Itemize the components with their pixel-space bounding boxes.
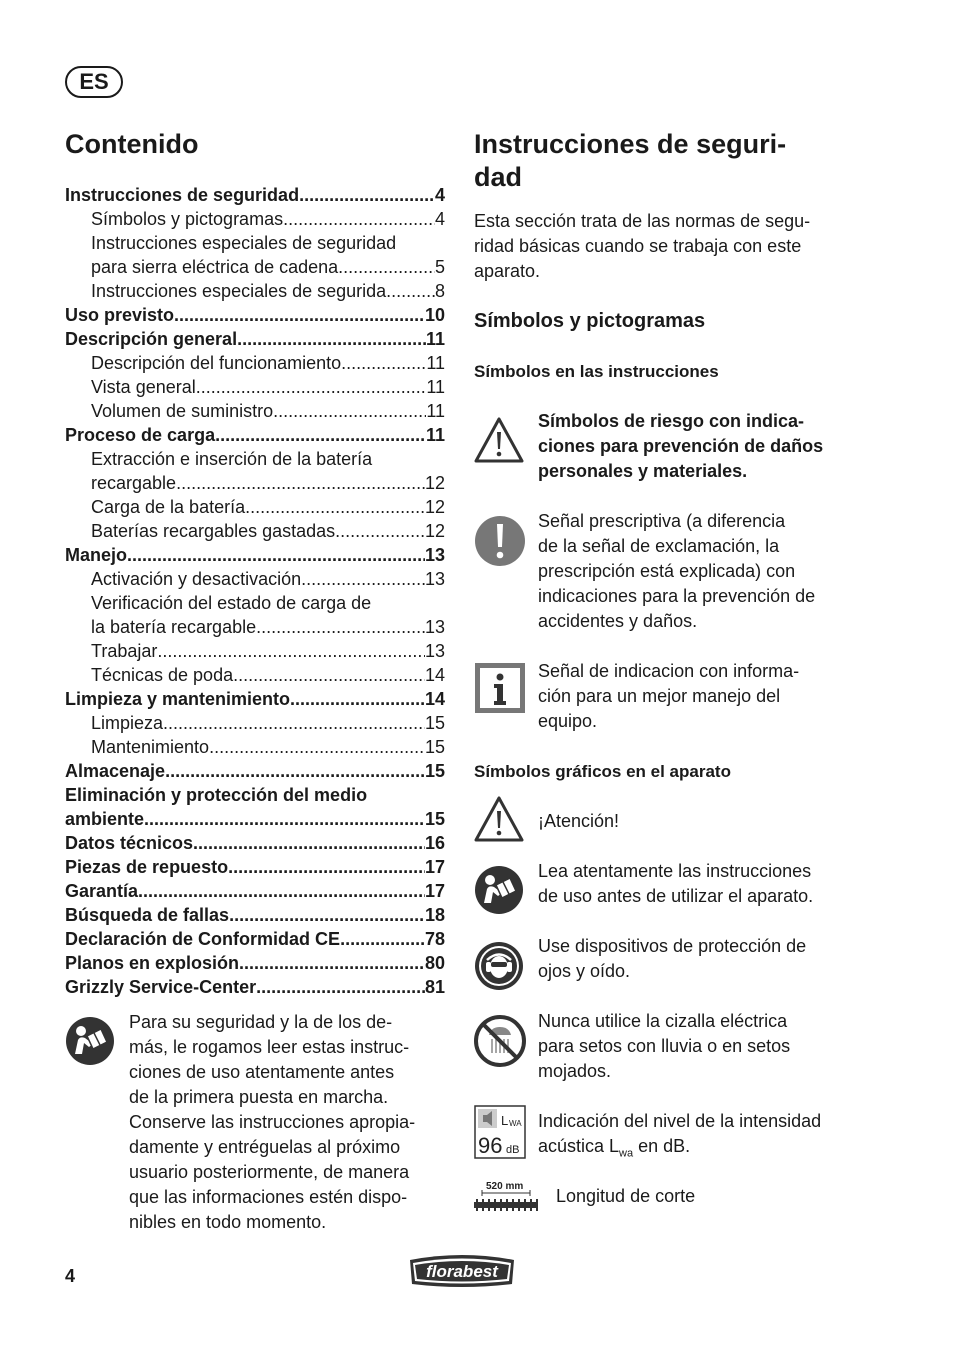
symbol-sound-power-text (538, 1109, 868, 1167)
toc-entry (65, 735, 445, 759)
toc-entry-page: 10 (424, 305, 445, 325)
toc-entry-page: 13 (424, 569, 445, 589)
toc-entry (65, 351, 445, 375)
toc-entry-page: 81 (424, 977, 445, 997)
toc-entry-title: Baterías recargables gastadas (91, 521, 336, 541)
cutting-length-label: 520 mm (486, 1181, 524, 1192)
toc-entry-page: 15 (424, 761, 445, 781)
toc-entry (65, 207, 445, 231)
attention-triangle-icon (474, 796, 524, 847)
toc-entry-page: 12 (424, 473, 445, 493)
toc-entry (65, 855, 445, 879)
toc-entry-page: 4 (434, 209, 445, 229)
sound-unit: dB (506, 1144, 520, 1156)
read-manual-icon (474, 865, 524, 920)
warning-triangle-icon (474, 417, 524, 468)
toc-entry-title: Limpieza y mantenimiento (65, 689, 291, 709)
toc-entry (65, 759, 445, 783)
toc-entry (65, 255, 445, 279)
toc-entry-page: 13 (424, 641, 445, 661)
toc-entry-page: 13 (424, 617, 445, 637)
language-badge: ES (65, 66, 123, 98)
toc-dot-leader (229, 903, 425, 927)
sound-text-sub: wa (619, 1147, 634, 1160)
toc-entry (65, 399, 445, 423)
toc-entry-title: Almacenaje (65, 761, 166, 781)
symbol-read-manual-text: Lea atentamente las instrucciones de uso antes de utilizar el aparato. (538, 861, 814, 906)
sound-power-icon (474, 1105, 526, 1164)
toc-entry (65, 231, 445, 255)
toc-entry-page: 11 (425, 425, 445, 445)
toc-dot-leader (283, 207, 435, 231)
toc-entry-page: 11 (426, 401, 445, 421)
toc-entry-title: Grizzly Service-Center (65, 977, 257, 997)
toc-entry-page: 16 (424, 833, 445, 853)
toc-dot-leader (174, 303, 425, 327)
safety-title: Instrucciones de seguri- dad (474, 129, 787, 192)
toc-entry-title: Declaración de Conformidad CE (65, 929, 341, 949)
page-number: 4 (65, 1266, 76, 1286)
symbol-no-rain-text: Nunca utilice la cizalla eléctrica para setos con lluvia o en setos mojados. (538, 1011, 791, 1081)
sound-text-line2: acústica L (538, 1136, 620, 1156)
toc-entry-page: 11 (425, 329, 445, 349)
toc-dot-leader (127, 543, 425, 567)
symbol-attention-text: ¡Atención! (538, 811, 620, 831)
toc-entry-page: 11 (426, 353, 445, 373)
toc-entry-title: Limpieza (91, 713, 164, 733)
toc-entry (65, 279, 445, 303)
toc-dot-leader (165, 759, 425, 783)
toc-entry (65, 471, 445, 495)
toc-entry-page: 14 (424, 689, 445, 709)
toc-entry-title: Volumen de suministro (91, 401, 274, 421)
symbol-risk-text: Símbolos de riesgo con indica- ciones para prevención de daños personales y materiales. (538, 411, 824, 481)
toc-entry-title: Vista general (91, 377, 196, 397)
toc-dot-leader (290, 687, 425, 711)
toc-dot-leader (301, 567, 425, 591)
toc-entry-page: 15 (424, 713, 445, 733)
toc-entry-title: Activación y desactivación (91, 569, 302, 589)
toc-title: Contenido (65, 129, 199, 159)
toc-entry (65, 519, 445, 543)
toc-entry-page: 12 (424, 497, 445, 517)
toc-entry-title: Símbolos y pictogramas (91, 209, 284, 229)
toc-entry-title: Verificación del estado de carga de (91, 593, 372, 613)
info-sign-icon (474, 662, 526, 719)
toc-entry (65, 903, 445, 927)
read-manual-icon (65, 1016, 115, 1071)
toc-entry-title: Piezas de repuesto (65, 857, 229, 877)
sound-lwa-label: L (501, 1113, 509, 1128)
toc-entry-page: 11 (426, 377, 445, 397)
toc-entry (65, 879, 445, 903)
toc-dot-leader (239, 951, 425, 975)
toc-entry-title: Manejo (65, 545, 128, 565)
toc-dot-leader (386, 279, 435, 303)
symbols-heading: Símbolos y pictogramas (474, 310, 706, 332)
toc-entry-page: 8 (434, 281, 445, 301)
toc-entry (65, 495, 445, 519)
toc-entry-page: 15 (424, 809, 445, 829)
toc-entry-page: 5 (434, 257, 445, 277)
brand-text: florabest (426, 1262, 498, 1281)
toc-entry (65, 543, 445, 567)
toc-dot-leader (144, 807, 425, 831)
safety-intro: Esta sección trata de las normas de segu- ridad básicas cuando se trabaja con este aparato. (474, 211, 811, 281)
toc-entry (65, 663, 445, 687)
toc-entry (65, 327, 445, 351)
toc-entry-page: 18 (424, 905, 445, 925)
toc-dot-leader (157, 639, 425, 663)
toc-entry (65, 567, 445, 591)
toc-entry (65, 183, 445, 207)
toc-entry (65, 711, 445, 735)
toc-entry-title: Planos en explosión (65, 953, 240, 973)
toc-entry-title: para sierra eléctrica de cadena (91, 257, 339, 277)
cutting-length-icon (474, 1180, 540, 1225)
toc-dot-leader (340, 927, 425, 951)
toc-entry (65, 423, 445, 447)
eye-ear-protection-icon (474, 941, 524, 996)
toc-entry-page: 12 (424, 521, 445, 541)
sound-lwa-sub: WA (509, 1119, 522, 1128)
toc-dot-leader (335, 519, 425, 543)
toc-entry-title: Instrucciones especiales de segurida (91, 281, 387, 301)
toc-entry-title: recargable (91, 473, 177, 493)
toc-entry-title: Instrucciones de seguridad (65, 185, 300, 205)
sound-text-line2-end: en dB. (633, 1136, 691, 1156)
toc-entry (65, 375, 445, 399)
toc-dot-leader (196, 375, 427, 399)
instructions-symbols-heading: Símbolos en las instrucciones (474, 362, 719, 381)
toc-entry-title: Uso previsto (65, 305, 175, 325)
sound-value: 96 (478, 1133, 503, 1158)
symbol-cutting-length-text: Longitud de corte (556, 1186, 696, 1206)
toc-dot-leader (338, 255, 435, 279)
toc-entry (65, 687, 445, 711)
toc-entry-page: 15 (424, 737, 445, 757)
toc-entry-page: 17 (424, 857, 445, 877)
toc-entry (65, 615, 445, 639)
toc-entry-page: 80 (424, 953, 445, 973)
toc-entry (65, 831, 445, 855)
toc-dot-leader (299, 183, 435, 207)
toc-entry (65, 639, 445, 663)
toc-dot-leader (228, 855, 425, 879)
toc-entry-title: Búsqueda de fallas (65, 905, 230, 925)
toc-entry-page: 17 (424, 881, 445, 901)
toc-entry-title: Extracción e inserción de la batería (91, 449, 373, 469)
toc-entry-title: Trabajar (91, 641, 158, 661)
toc-entry (65, 927, 445, 951)
toc-entry (65, 303, 445, 327)
toc-dot-leader (193, 831, 425, 855)
symbol-eye-ear-text: Use dispositivos de protección de ojos y oído. (538, 936, 807, 981)
toc-entry-title: Descripción general (65, 329, 238, 349)
toc-dot-leader (209, 735, 425, 759)
toc-dot-leader (256, 615, 425, 639)
toc-dot-leader (138, 879, 425, 903)
toc-dot-leader (237, 327, 426, 351)
toc-entry-page: 78 (424, 929, 445, 949)
toc-entry-title: Garantía (65, 881, 139, 901)
symbol-info-text: Señal de indicacion con informa- ción para un mejor manejo del equipo. (538, 661, 800, 731)
toc-entry (65, 951, 445, 975)
toc-entry-page: 13 (424, 545, 445, 565)
intro-note-text: Para su seguridad y la de los de- más, le rogamos leer estas instruc- ciones de uso atentamente antes de la primera puesta en marcha. Conserve las instrucciones apropia- damente y entréguelas al próximo usuario posteriormente, de manera que las informaciones estén dispo- nibles en todo momento. (129, 1012, 416, 1232)
toc-entry-title: la batería recargable (91, 617, 257, 637)
toc-entry-title: Eliminación y protección del medio (65, 785, 368, 805)
symbol-mandatory-text: Señal prescriptiva (a diferencia de la señal de exclamación, la prescripción está explicada) con indicaciones para la prevención de accidentes y daños. (538, 511, 816, 631)
toc-entry (65, 591, 445, 615)
toc-dot-leader (273, 399, 426, 423)
toc-entry-title: Carga de la batería (91, 497, 246, 517)
toc-entry-title: Instrucciones especiales de seguridad (91, 233, 397, 253)
florabest-logo (406, 1252, 518, 1288)
toc-entry (65, 783, 445, 807)
toc-dot-leader (233, 663, 425, 687)
toc-entry (65, 447, 445, 471)
toc-entry-title: Técnicas de poda (91, 665, 234, 685)
toc-dot-leader (341, 351, 426, 375)
toc-dot-leader (176, 471, 425, 495)
toc-entry-title: ambiente (65, 809, 145, 829)
toc-dot-leader (245, 495, 425, 519)
no-rain-icon (474, 1015, 526, 1072)
toc-entry-title: Mantenimiento (91, 737, 210, 757)
sound-text-line1: Indicación del nivel de la intensidad (538, 1111, 822, 1131)
toc-dot-leader (256, 975, 425, 999)
toc-entry-title: Proceso de carga (65, 425, 216, 445)
toc-dot-leader (215, 423, 426, 447)
device-symbols-heading: Símbolos gráficos en el aparato (474, 762, 731, 781)
toc-entry (65, 975, 445, 999)
toc-dot-leader (163, 711, 425, 735)
toc-entry-page: 4 (434, 185, 445, 205)
toc-entry-title: Datos técnicos (65, 833, 194, 853)
toc-entry-title: Descripción del funcionamiento (91, 353, 342, 373)
toc-entry (65, 807, 445, 831)
toc-entry-page: 14 (424, 665, 445, 685)
table-of-contents (65, 183, 445, 999)
mandatory-sign-icon (474, 515, 526, 572)
